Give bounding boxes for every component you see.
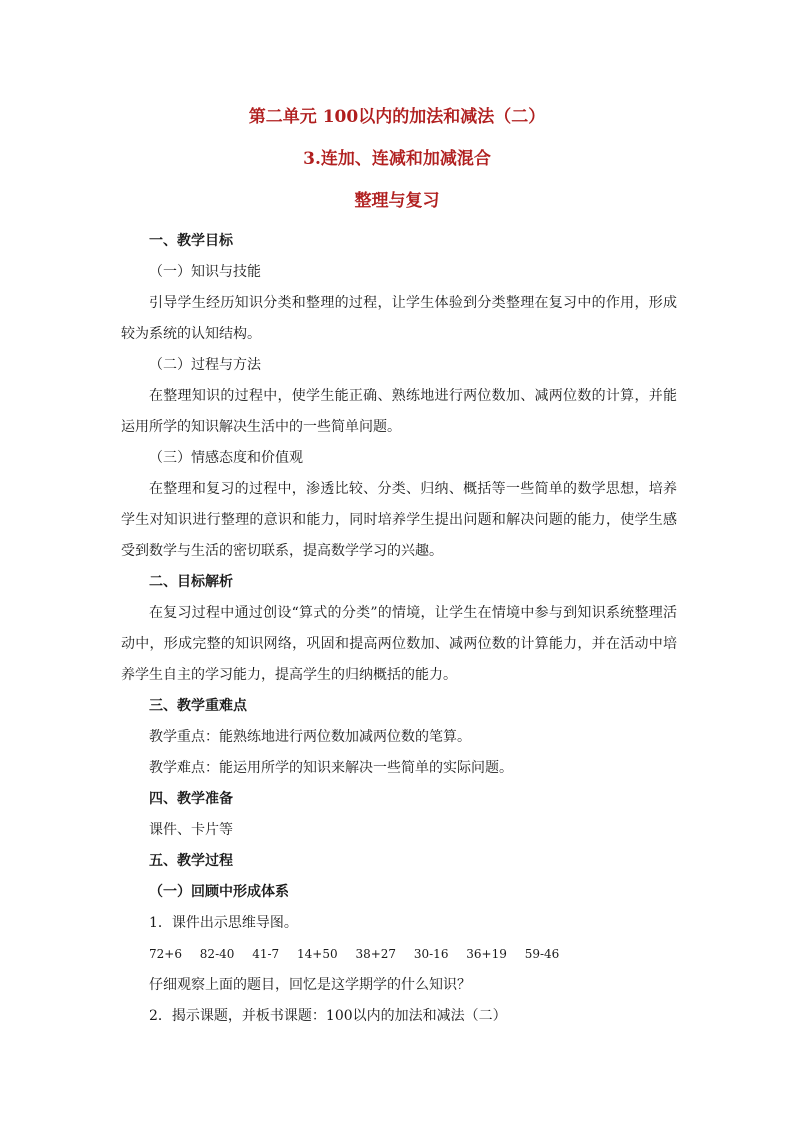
subheading-attitude-values: （三）情感态度和价值观 (149, 450, 303, 466)
step-reveal-topic: 2．揭示课题，并板书课题：100以内的加法和减法（二） (149, 1008, 507, 1024)
unit-title: 第二单元 100以内的加法和减法（二） (248, 107, 546, 127)
paragraph-goal-analysis: 在复习过程中通过创设“算式的分类”的情境，让学生在情境中参与到知识系统整理活动中，形成完整的知识网络，巩固和提高两位数加、减两位数的计算能力，并在活动中培养学生自主的学习能力，提高学生的归纳概括的能力。 (121, 605, 677, 683)
formula-item: 41-7 (252, 947, 280, 961)
paragraph-knowledge-skills: 引导学生经历知识分类和整理的过程，让学生体验到分类整理在复习中的作用，形成较为系统的认知结构。 (121, 295, 677, 342)
preparation-items: 课件、卡片等 (149, 822, 233, 838)
subheading-process-methods: （二）过程与方法 (149, 357, 261, 373)
formula-list (121, 939, 677, 970)
formula-item: 30-16 (413, 947, 449, 961)
step-mind-map: 1．课件出示思维导图。 (149, 915, 298, 931)
formula-item: 72+6 (149, 947, 182, 961)
section-title: 整理与复习 (354, 191, 440, 211)
heading-teaching-process: 五、教学过程 (149, 853, 233, 869)
document-body (121, 226, 677, 1032)
formula-item: 59-46 (524, 947, 560, 961)
heading-key-difficulties: 三、教学重难点 (149, 698, 247, 714)
key-point: 教学重点：能熟练地进行两位数加减两位数的笔算。 (149, 729, 471, 745)
subheading-review: （一）回顾中形成体系 (149, 884, 289, 900)
heading-teaching-goals: 一、教学目标 (149, 233, 233, 249)
formula-item: 38+27 (355, 947, 397, 961)
formula-item: 14+50 (297, 947, 338, 961)
subheading-knowledge-skills: （一）知识与技能 (149, 264, 261, 280)
formula-item: 82-40 (199, 947, 235, 961)
heading-goal-analysis: 二、目标解析 (149, 574, 233, 590)
formula-item: 36+19 (466, 947, 507, 961)
difficulty-point: 教学难点：能运用所学的知识来解决一些简单的实际问题。 (149, 760, 513, 776)
paragraph-attitude-values: 在整理和复习的过程中，渗透比较、分类、归纳、概括等一些简单的数学思想，培养学生对知识进行整理的意识和能力，同时培养学生提出问题和解决问题的能力，使学生感受到数学与生活的密切联系，提高数学学习的兴趣。 (121, 481, 677, 559)
paragraph-process-methods: 在整理知识的过程中，使学生能正确、熟练地进行两位数加、减两位数的计算，并能运用所学的知识解决生活中的一些简单问题。 (121, 388, 677, 435)
observe-question: 仔细观察上面的题目，回忆是这学期学的什么知识？ (149, 977, 471, 993)
heading-preparation: 四、教学准备 (149, 791, 233, 807)
lesson-title: 3.连加、连减和加减混合 (303, 149, 491, 169)
